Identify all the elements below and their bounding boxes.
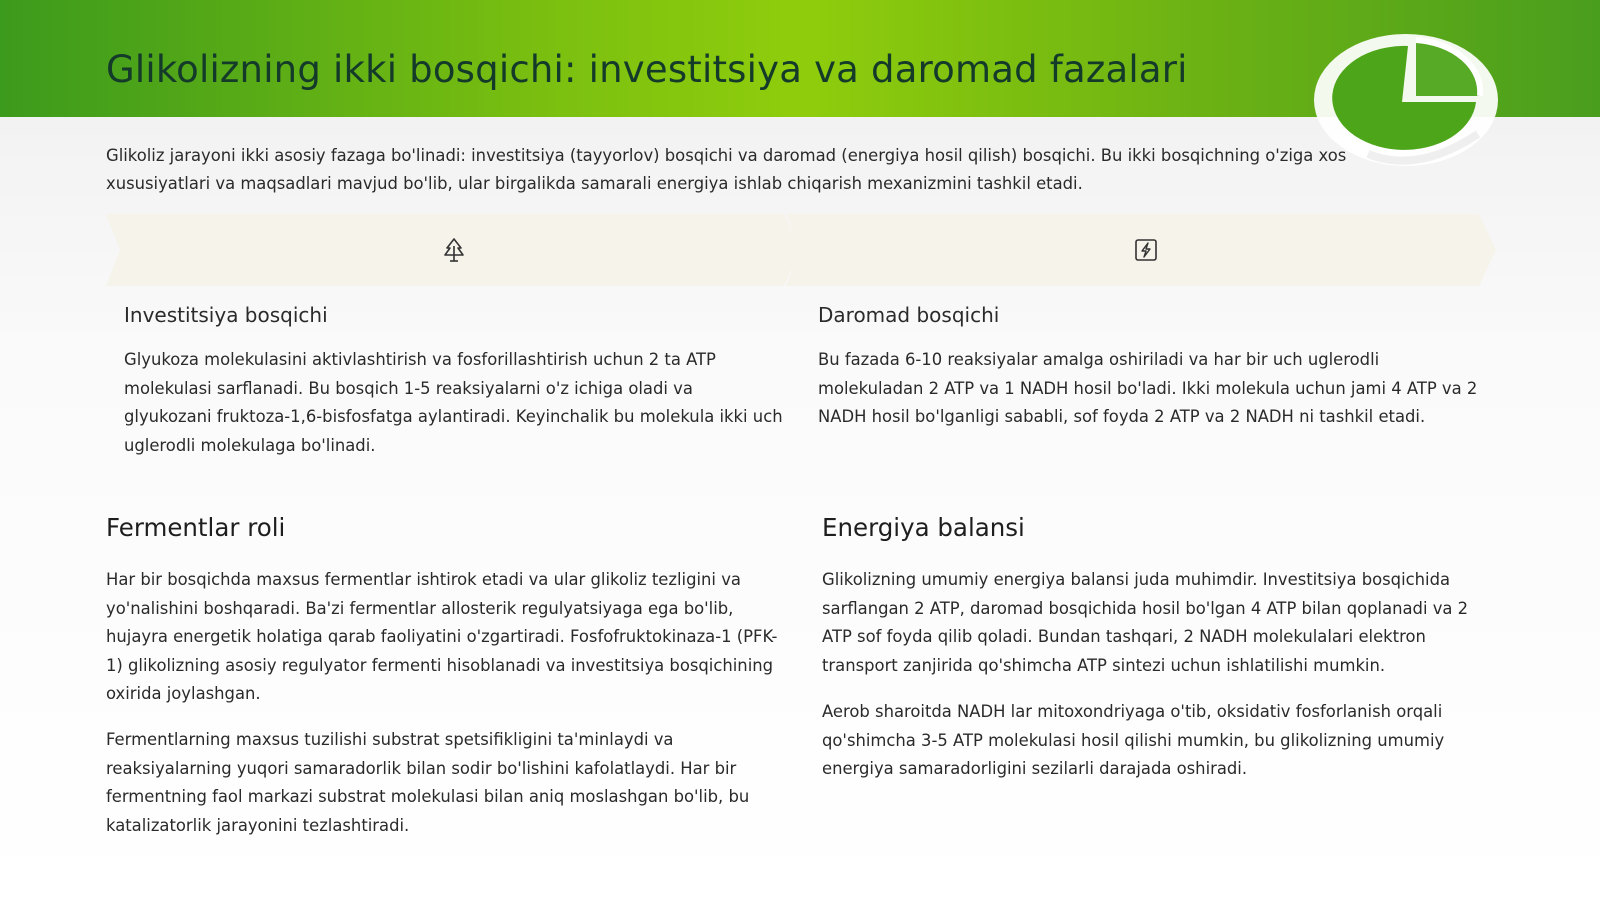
phase-chevron-investment — [106, 214, 801, 286]
phase-chevron-payoff — [786, 214, 1496, 286]
intro-paragraph: Glikoliz jarayoni ikki asosiy fazaga bo'linadi: investitsiya (tayyorlov) bosqichi va daromad (energiya hosil qilish) bosqichi. Bu ikki bosqichning o'ziga xos xususiyatlari va maqsadlari mavjud bo'lib, ular birgalikda samarali energiya ishlab chiqarish mexanizmini tashkil etadi. — [106, 146, 1347, 193]
phase-text-payoff: Bu fazada 6-10 reaksiyalar amalga oshiriladi va har bir uch uglerodli molekuladan 2 ATP va 1 NADH hosil bo'ladi. Ikki molekula uchun jami 4 ATP va 2 NADH hosil bo'lganligi sababli, sof foyda 2 ATP va 2 NADH ni tashkil etadi. — [818, 350, 1478, 426]
phase-title-investment: Investitsiya bosqichi — [124, 303, 328, 327]
section-title-enzymes: Fermentlar roli — [106, 513, 286, 542]
energy-paragraph-2: Aerob sharoitda NADH lar mitoxondriyaga o'tib, oksidativ fosforlanish orqali qo'shimcha 3-5 ATP molekulasi hosil qilishi mumkin, bu glikolizning umumiy energiya samaradorligini sezilarli darajada oshiradi. — [822, 702, 1445, 778]
energy-paragraph-1: Glikolizning umumiy energiya balansi juda muhimdir. Investitsiya bosqichida sarflangan 2 ATP, daromad bosqichida hosil bo'lgan 4 ATP bilan qoplanadi va 2 ATP sof foyda qilib qoladi. Bundan tashqari, 2 NADH molekulalari elektron transport zanjirida qo'shimcha ATP sintezi uchun ishlatilishi mumkin. — [822, 570, 1469, 675]
section-title-energy: Energiya balansi — [822, 513, 1025, 542]
lightning-icon — [1132, 236, 1160, 264]
enzymes-paragraph-1: Har bir bosqichda maxsus fermentlar ishtirok etadi va ular glikoliz tezligini va yo'nalishini boshqaradi. Ba'zi fermentlar allosterik regulyatsiyaga ega bo'lib, hujayra energetik holatiga qarab faoliyatini o'zgartiradi. Fosfofruktokinaza-1 (PFK-1) glikolizning asosiy regulyator fermenti hisoblanadi va investitsiya bosqichining oxirida joylashgan. — [106, 570, 778, 703]
phase-title-payoff: Daromad bosqichi — [818, 303, 1000, 327]
tree-icon — [440, 236, 468, 264]
enzymes-paragraph-2: Fermentlarning maxsus tuzilishi substrat spetsifikligini ta'minlaydi va reaksiyalarning yuqori samaradorlik bilan sodir bo'lishini kafolatlaydi. Har bir fermentning faol markazi substrat molekulasi bilan aniq moslashgan bo'lib, bu katalizatorlik jarayonini tezlashtiradi. — [106, 730, 750, 835]
phase-text-investment: Glyukoza molekulasini aktivlashtirish va fosforillashtirish uchun 2 ta ATP molekulasi sarflanadi. Bu bosqich 1-5 reaksiyalarni o'z ichiga oladi va glyukozani fruktoza-1,6-bisfosfatga aylantiradi. Keyinchalik bu molekula ikki uch uglerodli molekulaga bo'linadi. — [124, 350, 783, 455]
page-title: Glikolizning ikki bosqichi: investitsiya va daromad fazalari — [106, 48, 1188, 91]
